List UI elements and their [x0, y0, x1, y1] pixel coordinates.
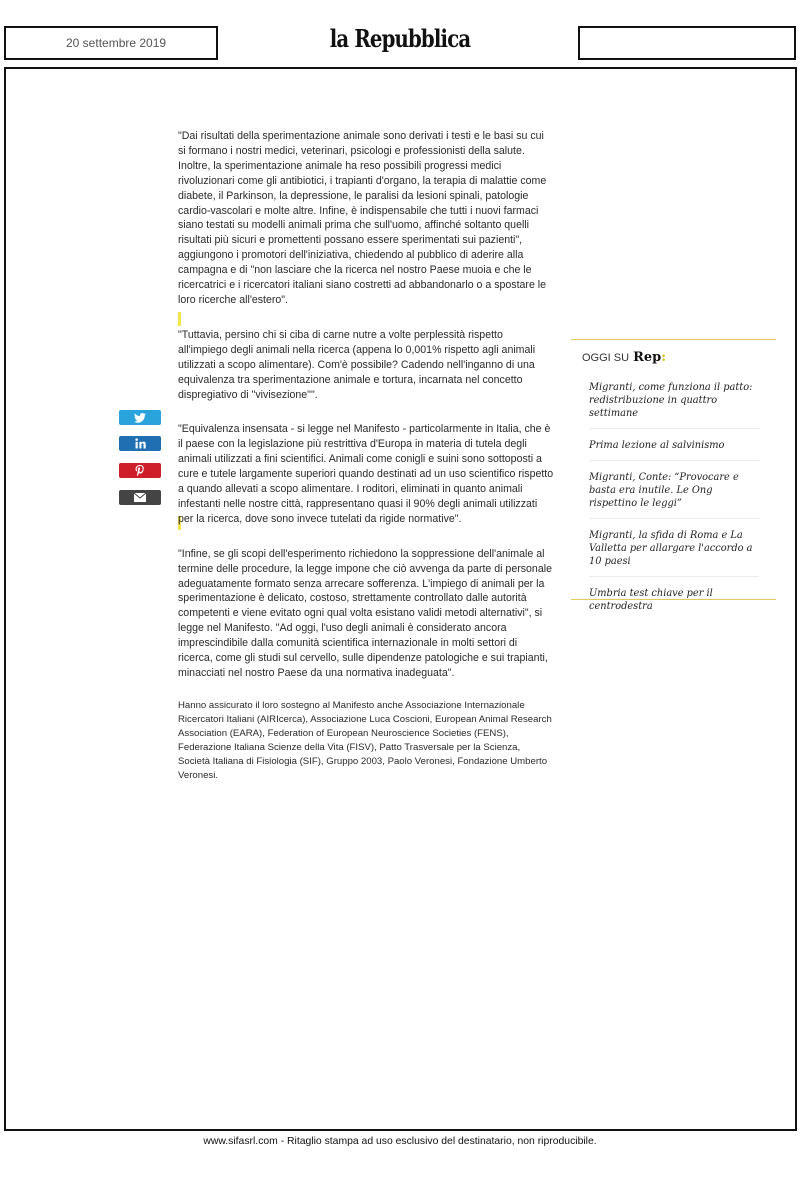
issue-date: 20 settembre 2019: [66, 36, 167, 50]
sidebar-heading: [582, 350, 666, 365]
news-item[interactable]: Migranti, Conte: “Provocare e basta era inutile. Le Ong rispettino le leggi”: [589, 470, 759, 519]
article-paragraph: Hanno assicurato il loro sostegno al Manifesto anche Associazione Internazionale Ricercatori Italiani (AIRIcerca), Associazione Luca Coscioni, European Animal Research Association (EARA), Federation of European Neuroscience Societies (FENS), Federazione Italiana Scienze della Vita (FISV), Patto Trasversale per la Scienza, Società Italiana di Fisiologia (SIF), Gruppo 2003, Paolo Veronesi, Fondazione Umberto Veronesi.: [178, 699, 552, 781]
article-paragraph: "Infine, se gli scopi dell'esperimento richiedono la soppressione dell'animale al termine delle procedure, la legge impone che ciò avvenga da parte di personale adeguatamente formato senza arrecare sofferenza. L'impiego di animali per la sperimentazione è delicato, costoso, strettamente controllato dalle autorità competenti e viene evitato ogni qual volta esistano validi metodi alternativi", si legge nel Manifesto. "Ad oggi, l'uso degli animali è considerato ancora imprescindibile dalla comunità scientifica internazionale in molti settori di ricerca, come gli studi sul cervello, sulle dipendenze patologiche e sui trapianti, minacciati nel nostro Paese da una normativa inadeguata".: [178, 547, 552, 679]
email-icon: [134, 493, 146, 502]
news-list: [589, 380, 759, 630]
date-box: [4, 26, 218, 60]
sidebar-oggi-su-rep: [571, 339, 776, 612]
header-right-box: [578, 26, 796, 60]
news-item[interactable]: Migranti, la sfida di Roma e La Valletta per allargare l'accordo a 10 paesi: [589, 528, 759, 577]
rep-logo: [633, 350, 666, 365]
twitter-icon: [134, 413, 146, 423]
share-pinterest-button[interactable]: [119, 463, 161, 478]
share-twitter-button[interactable]: [119, 410, 161, 425]
sidebar-heading-label: OGGI SU: [582, 352, 630, 364]
linkedin-icon: [135, 438, 146, 449]
news-item[interactable]: Prima lezione al salvinismo: [589, 438, 759, 461]
masthead-logo: la Repubblica: [329, 24, 471, 53]
article-body: [178, 129, 554, 803]
article-paragraph: "Dai risultati della sperimentazione animale sono derivati i testi e le basi su cui si formano i nostri medici, veterinari, psicologi e professionisti della salute. Inoltre, la sperimentazione animale ha reso possibili progressi medici rivoluzionari come gli antibiotici, i trapianti d'organo, la terapia di malattie come diabete, il Parkinson, la depressione, le paralisi da lesioni spinali, patologie cardio-vascolari e molte altre. Infine, è indispensabile che tutti i nuovi farmaci siano testati su modelli animali prima che sull'uomo, affinché soltanto quelli risultati più sicuri e promettenti possano essere sperimentati sui pazienti", aggiungono i promotori dell'iniziativa, chiedendo al pubblico di aderire alla campagna e di "non lasciare che la ricerca nel nostro Paese muoia e che le ricercatrici e i ricercatori italiani siano costretti ad abbandonarlo o a spostare le loro ricerche all'estero".: [178, 130, 547, 306]
rep-logo-colon: :: [661, 350, 667, 365]
share-linkedin-button[interactable]: [119, 436, 161, 451]
news-item[interactable]: Umbria test chiave per il centrodestra: [589, 588, 713, 612]
pinterest-icon: [135, 465, 145, 476]
article-paragraph: "Tuttavia, persino chi si ciba di carne nutre a volte perplessità rispetto all'impiego degli animali nella ricerca (appena lo 0,001% rispetto agli animali utilizzati a scopo alimentare). Com'è possibile? Cadendo nell'inganno di una equivalenza tra sperimentazione animale e tortura, incarnata nel concetto dispregiativo di "vivisezione"".: [178, 328, 536, 401]
news-item[interactable]: Migranti, come funziona il patto: redistribuzione in quattro settimane: [589, 380, 759, 429]
share-email-button[interactable]: [119, 490, 161, 505]
footer-notice: www.sifasrl.com - Ritaglio stampa ad uso esclusivo del destinatario, non riproducibile.: [203, 1136, 597, 1147]
rep-logo-text: Rep: [633, 350, 662, 365]
article-paragraph: "Equivalenza insensata - si legge nel Manifesto - particolarmente in Italia, che è il paese con la legislazione più restrittiva d'Europa in materia di tutela degli animali utilizzati a fini scientifici. Animali come conigli e suini sono sottoposti a cure e tutele largamente superiori quando destinati ad un uso scientifico rispetto a quando allevati a scopo alimentare. I roditori, eliminati in quanto animali infestanti nelle nostre città, rappresentano quasi il 90% degli animali utilizzati per la ricerca, dove sono invece tutelati da rigide normative".: [178, 423, 554, 525]
